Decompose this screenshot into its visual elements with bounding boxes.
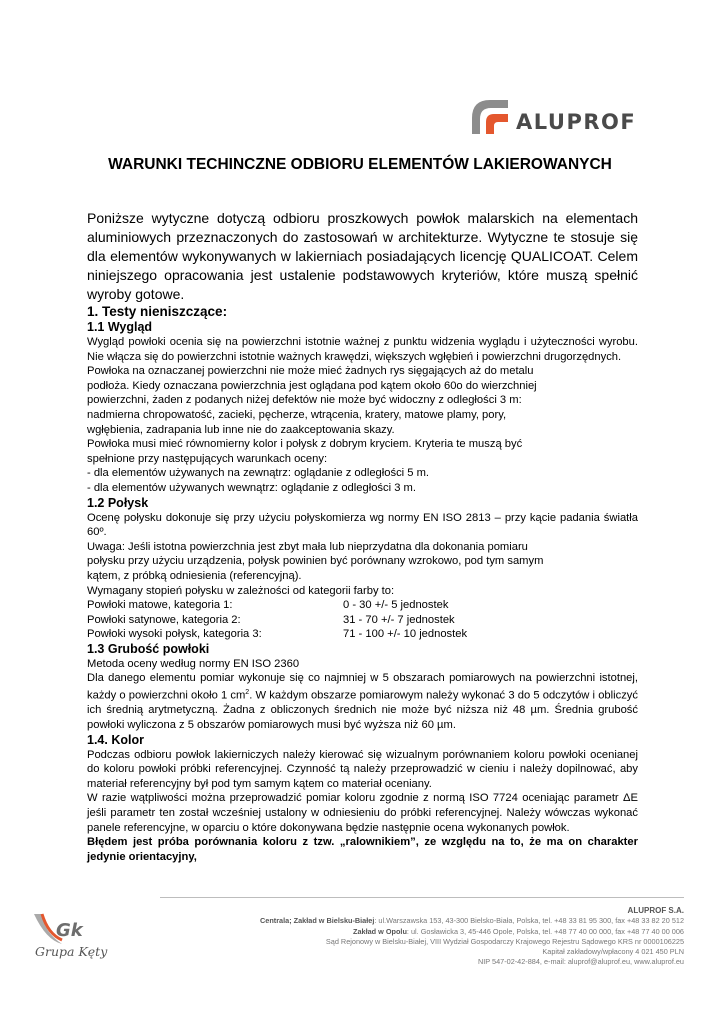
footer-line: NIP 547-02-42-884, e-mail: aluprof@aluprof.eu, www.aluprof.eu xyxy=(477,957,684,967)
grupa-kety-text: Grupa Kęty xyxy=(35,944,108,959)
grupa-kety-logo xyxy=(32,910,92,946)
gloss-category-value: 71 - 100 +/- 10 jednostek xyxy=(343,628,468,641)
main-content xyxy=(87,304,638,864)
footer-line xyxy=(160,927,684,937)
gloss-table-row xyxy=(87,613,638,628)
section-1-2-line: kątem, z próbką odniesienia (referencyjną). xyxy=(87,569,302,582)
section-1-3-heading: 1.3 Grubość powłoki xyxy=(87,641,210,656)
section-1-3-text-a: Dla danego elementu pomiar wykonuje się co najmniej w 5 obszarach pomiarowych na powierzchni istotnej, każdy o powierzchni około 1 cm xyxy=(87,672,638,702)
gloss-table-row xyxy=(87,627,638,642)
footer-label: Zakład w Opolu xyxy=(353,926,407,936)
section-1-1-paragraph: Wygląd powłoki ocenia się na powierzchni istotnie ważnej z punktu widzenia wyglądu i użyteczności wyrobu. Nie włącza się do powierzchni istotnie ważnych krawędzi, większych wgłębień i powierzchni drugorzędnych. xyxy=(87,336,638,363)
superscript: 2 xyxy=(245,689,250,697)
section-1-2-line: Wymagany stopień połysku w zależności od kategorii farby to: xyxy=(87,584,395,597)
gloss-category-label: Powłoki satynowe, kategoria 2: xyxy=(87,613,241,626)
section-1-4-paragraph: Podczas odbioru powłok lakierniczych należy kierować się wizualnym porównaniem koloru powłoki ocenianej do koloru powłoki próbki referencyjnej. Czynność tą należy przeprowadzić w cieniu i należy dopilnować, aby materiał referencyjny był pod tym samym kątem co materiał oceniany. xyxy=(87,748,638,790)
section-1-2-heading: 1.2 Połysk xyxy=(87,495,149,510)
gloss-category-label: Powłoki wysoki połysk, kategoria 3: xyxy=(87,628,262,641)
gloss-category-label: Powłoki matowe, kategoria 1: xyxy=(87,599,233,612)
footer-text: : ul.Warszawska 153, 43-300 Bielsko-Biała, Polska, tel. +48 33 81 95 300, fax +48 33 82 20 512 xyxy=(374,916,684,926)
footer-text: : ul. Gosławicka 3, 45-446 Opole, Polska, tel. +48 77 40 00 000, fax +48 77 40 00 006 xyxy=(406,926,684,936)
section-1-2-line: Uwaga: Jeśli istotna powierzchnia jest zbyt mała lub nieprzydatna dla dokonania pomiaru xyxy=(87,540,528,553)
section-1-heading: 1. Testy nieniszczące: xyxy=(87,304,228,319)
footer-label: Centrala; Zakład w Bielsku-Białej xyxy=(260,916,375,926)
section-1-1-line: - dla elementów używanych wewnątrz: oglądanie z odległości 3 m. xyxy=(87,481,416,494)
section-1-1-line: powierzchni, żaden z podanych niżej defektów nie może być widoczny z odległości 3 m: xyxy=(87,394,522,407)
section-1-1-line: spełnione przy następujących warunkach oceny: xyxy=(87,452,328,465)
footer-line: Kapitał zakładowy/wpłacony 4 021 450 PLN xyxy=(542,947,684,957)
gloss-category-value: 0 - 30 +/- 5 jednostek xyxy=(343,599,449,612)
footer xyxy=(160,906,684,968)
section-1-3-line: Metoda oceny według normy EN ISO 2360 xyxy=(87,657,300,670)
footer-company: ALUPROF S.A. xyxy=(627,906,684,915)
section-1-1-line: Powłoka na oznaczanej powierzchni nie może mieć żadnych rys sięgających aż do metalu xyxy=(87,365,534,378)
section-1-1-line: Powłoka musi mieć równomierny kolor i połysk z dobrym kryciem. Kryteria te muszą być xyxy=(87,438,523,451)
footer-line xyxy=(160,916,684,926)
section-1-1-line: - dla elementów używanych na zewnątrz: oglądanie z odległości 5 m. xyxy=(87,467,430,480)
section-1-2-paragraph: Ocenę połysku dokonuje się przy użyciu połyskomierza wg normy EN ISO 2813 – przy kącie padania światła 60º. xyxy=(87,511,638,539)
gloss-table-row xyxy=(87,598,638,613)
section-1-1-line: podłoża. Kiedy oznaczana powierzchnia jest oglądana pod kątem około 60o do wierzchniej xyxy=(87,379,537,392)
section-1-4-paragraph-bold: Błędem jest próba porównania koloru z tzw. „ralownikiem”, ze względu na to, że ma on charakter jedynie orientacyjny, xyxy=(87,836,638,863)
intro-paragraph: Poniższe wytyczne dotyczą odbioru proszkowych powłok malarskich na elementach aluminiowych przeznaczonych do zastosowań w architekturze. Wytyczne te stosuje się dla elementów wykonywanych w lakierniach posiadających licencję QUALICOAT. Celem niniejszego opracowania jest ustalenie podstawowych kryteriów, które muszą spełnić wyroby gotowe. xyxy=(87,210,638,302)
section-1-4-paragraph: W razie wątpliwości można przeprowadzić pomiar koloru zgodnie z normą ISO 7724 oceniając parametr ΔE jeśli parametr ten został wcześniej ustalony w odniesieniu do próbki referencyjnej. Należy wówczas wykonać panele referencyjne, w oparciu o które dokonywana będzie następnie ocena wykonanych powłok. xyxy=(87,792,638,834)
section-1-1-heading: 1.1 Wygląd xyxy=(87,320,153,334)
section-1-3-text-b: . W każdym obszarze pomiarowym należy wykonać 3 do 5 odczytów i obliczyć ich średnią arytmetyczną. Żadna z obliczonych średnich nie może być niższa niż 48 µm. Średnia grubość powłoki wyliczona z 5 obszarów pomiarowych musi być wyższa niż 60 µm. xyxy=(87,689,638,731)
gloss-category-value: 31 - 70 +/- 7 jednostek xyxy=(343,613,455,626)
footer-line: Sąd Rejonowy w Bielsku-Białej, VIII Wydział Gospodarczy Krajowego Rejestru Sądowego KRS nr 0000106225 xyxy=(325,936,684,946)
svg-text:Gk: Gk xyxy=(56,920,83,941)
section-1-3-paragraph xyxy=(87,671,638,732)
section-1-2-line: połysku przy użyciu urządzenia, połysk powinien być porównany wzrokowo, pod tym samym xyxy=(87,555,544,568)
document-title: WARUNKI TECHINCZNE ODBIORU ELEMENTÓW LAKIEROWANYCH xyxy=(108,156,612,173)
aluprof-logo-text: ALUPROF xyxy=(516,110,637,134)
footer-divider xyxy=(160,897,684,898)
section-1-1-line: nadmierna chropowatość, zacieki, pęcherze, wtrącenia, kratery, matowe plamy, pory, xyxy=(87,408,507,421)
section-1-1-line: wgłębienia, zadrapania lub inne nie do zaakceptowania skazy. xyxy=(87,423,395,436)
section-1-4-heading: 1.4. Kolor xyxy=(87,732,144,747)
